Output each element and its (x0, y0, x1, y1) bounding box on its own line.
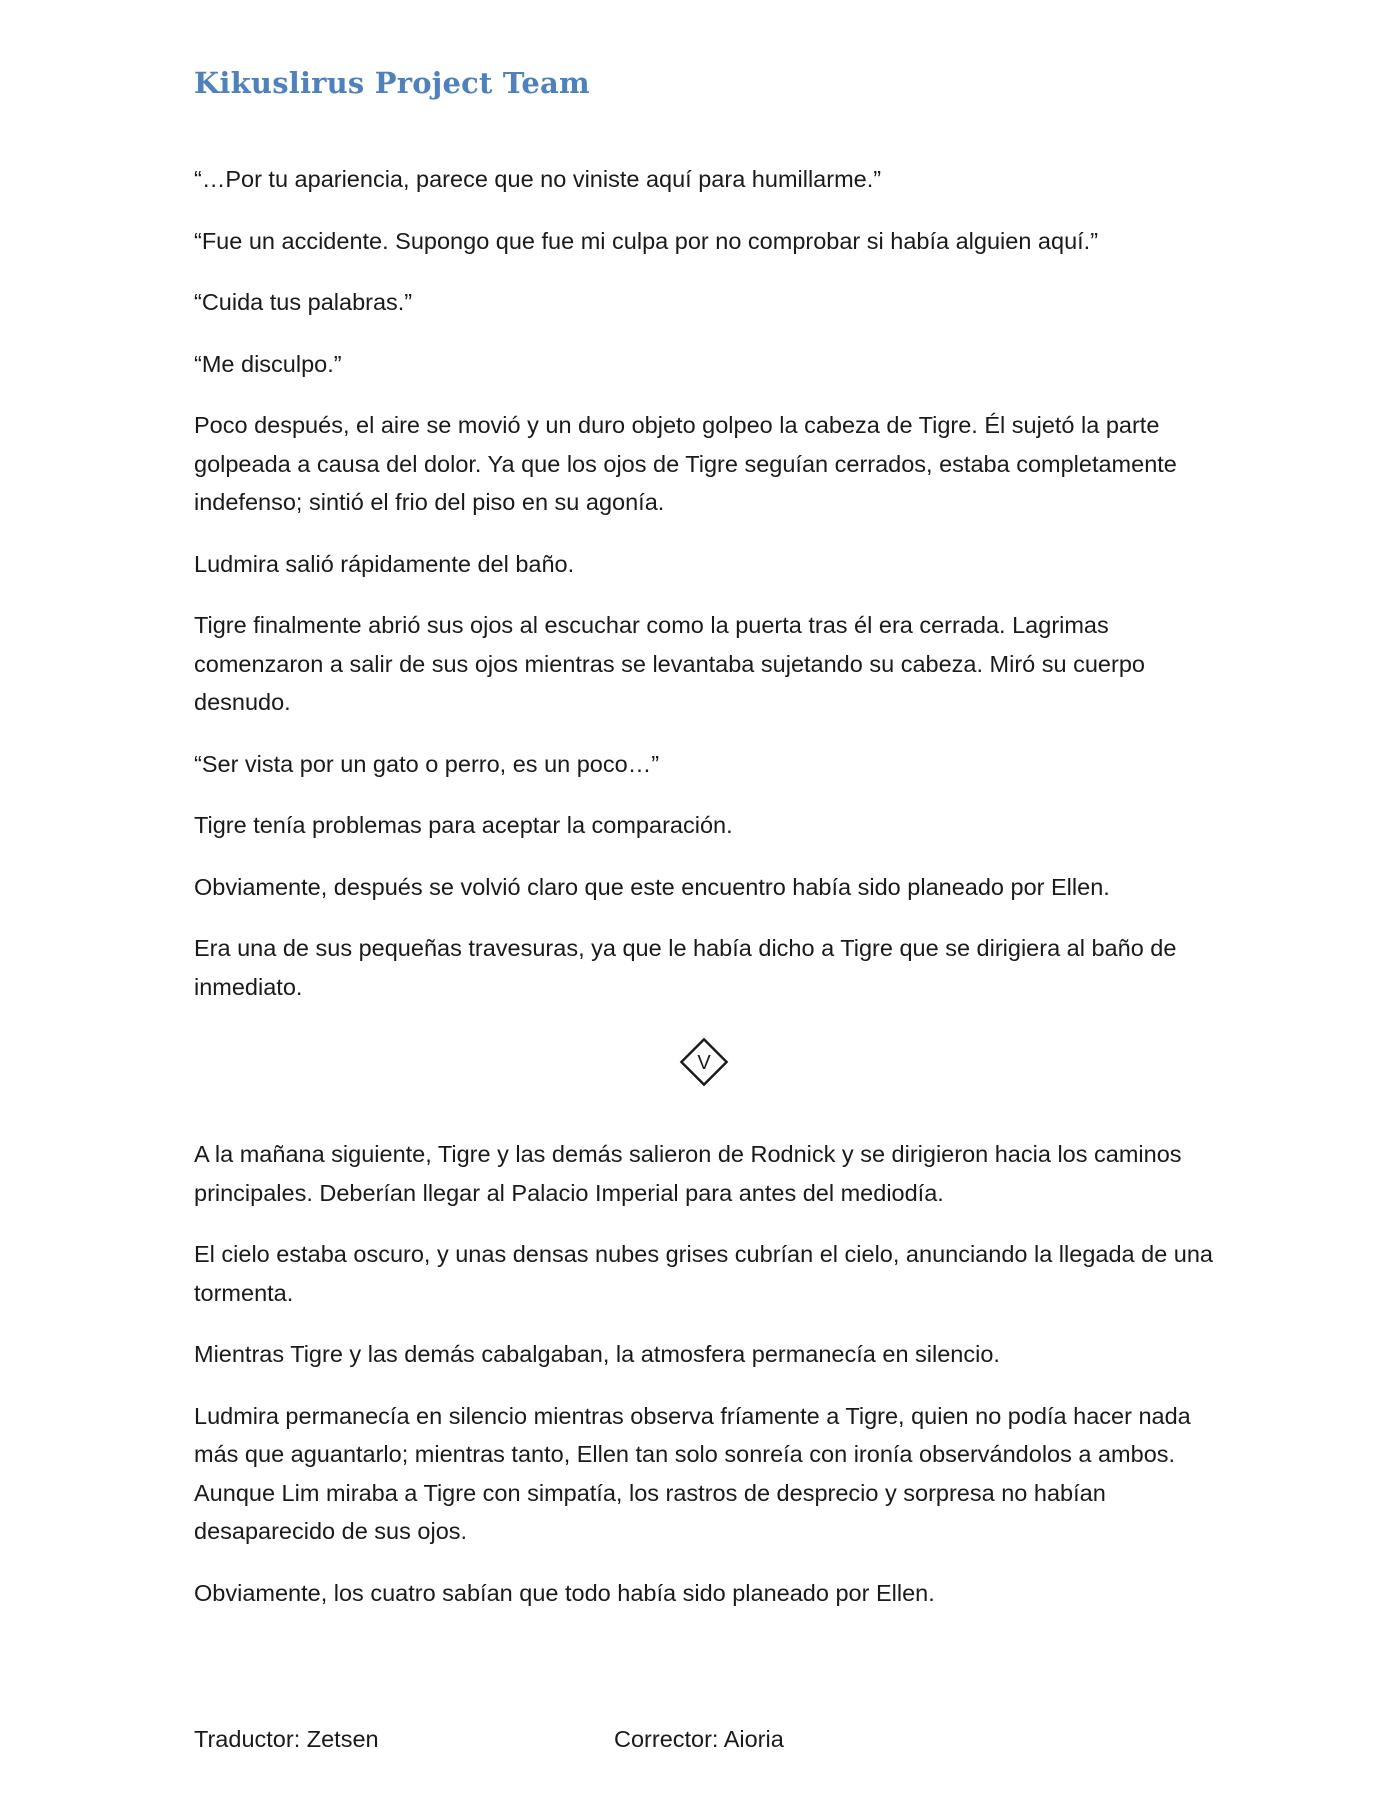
paragraph: Obviamente, los cuatro sabían que todo había sido planeado por Ellen. (194, 1579, 935, 1606)
paragraph: “…Por tu apariencia, parece que no viniste aquí para humillarme.” (194, 166, 882, 192)
paragraph: Tigre finalmente abrió sus ojos al escuchar como la puerta tras él era cerrada. Lagrimas comenzaron a salir de sus ojos mientras se levantaba sujetando su cabeza. Miró su cuerpo desnudo. (194, 612, 1145, 715)
section-separator (194, 1029, 1214, 1095)
document-body (194, 160, 1214, 1635)
paragraph: Ludmira permanecía en silencio mientras observa fríamente a Tigre, quien no podía hacer nada más que aguantarlo; mientras tanto, Ellen tan solo sonreía con ironía observándolos a ambos. Aunque Lim miraba a Tigre con simpatía, los rastros de desprecio y sorpresa no habían desaparecido de sus ojos. (194, 1402, 1191, 1544)
paragraph: Poco después, el aire se movió y un duro objeto golpeo la cabeza de Tigre. Él sujetó la parte golpeada a causa del dolor. Ya que los ojos de Tigre seguían cerrados, estaba completamente indefenso; sintió el frio del piso en su agonía. (194, 412, 1177, 515)
paragraph: A la mañana siguiente, Tigre y las demás salieron de Rodnick y se dirigieron hacia los caminos principales. Deberían llegar al Palacio Imperial para antes del mediodía. (194, 1141, 1182, 1206)
paragraph: “Cuida tus palabras.” (194, 289, 413, 315)
paragraph: “Ser vista por un gato o perro, es un poco…” (194, 750, 660, 777)
paragraph: El cielo estaba oscuro, y unas densas nubes grises cubrían el cielo, anunciando la llegada de una tormenta. (194, 1241, 1214, 1306)
paragraph: Ludmira salió rápidamente del baño. (194, 550, 575, 577)
paragraph: “Fue un accidente. Supongo que fue mi culpa por no comprobar si había alguien aquí.” (194, 227, 1099, 254)
diamond-separator-icon (678, 1036, 730, 1088)
paragraph: “Me disculpo.” (194, 350, 342, 377)
paragraph: Obviamente, después se volvió claro que este encuentro había sido planeado por Ellen. (194, 873, 1110, 900)
header-title: Kikuslirus Project Team (194, 66, 590, 100)
paragraph: Tigre tenía problemas para aceptar la comparación. (194, 812, 733, 838)
paragraph: Mientras Tigre y las demás cabalgaban, la atmosfera permanecía en silencio. (194, 1341, 1000, 1367)
separator-letter: V (697, 1052, 711, 1074)
paragraph: Era una de sus pequeñas travesuras, ya que le había dicho a Tigre que se dirigiera al baño de inmediato. (194, 935, 1177, 1000)
footer-corrector: Corrector: Aioria (614, 1726, 784, 1752)
footer-translator: Traductor: Zetsen (194, 1726, 379, 1752)
